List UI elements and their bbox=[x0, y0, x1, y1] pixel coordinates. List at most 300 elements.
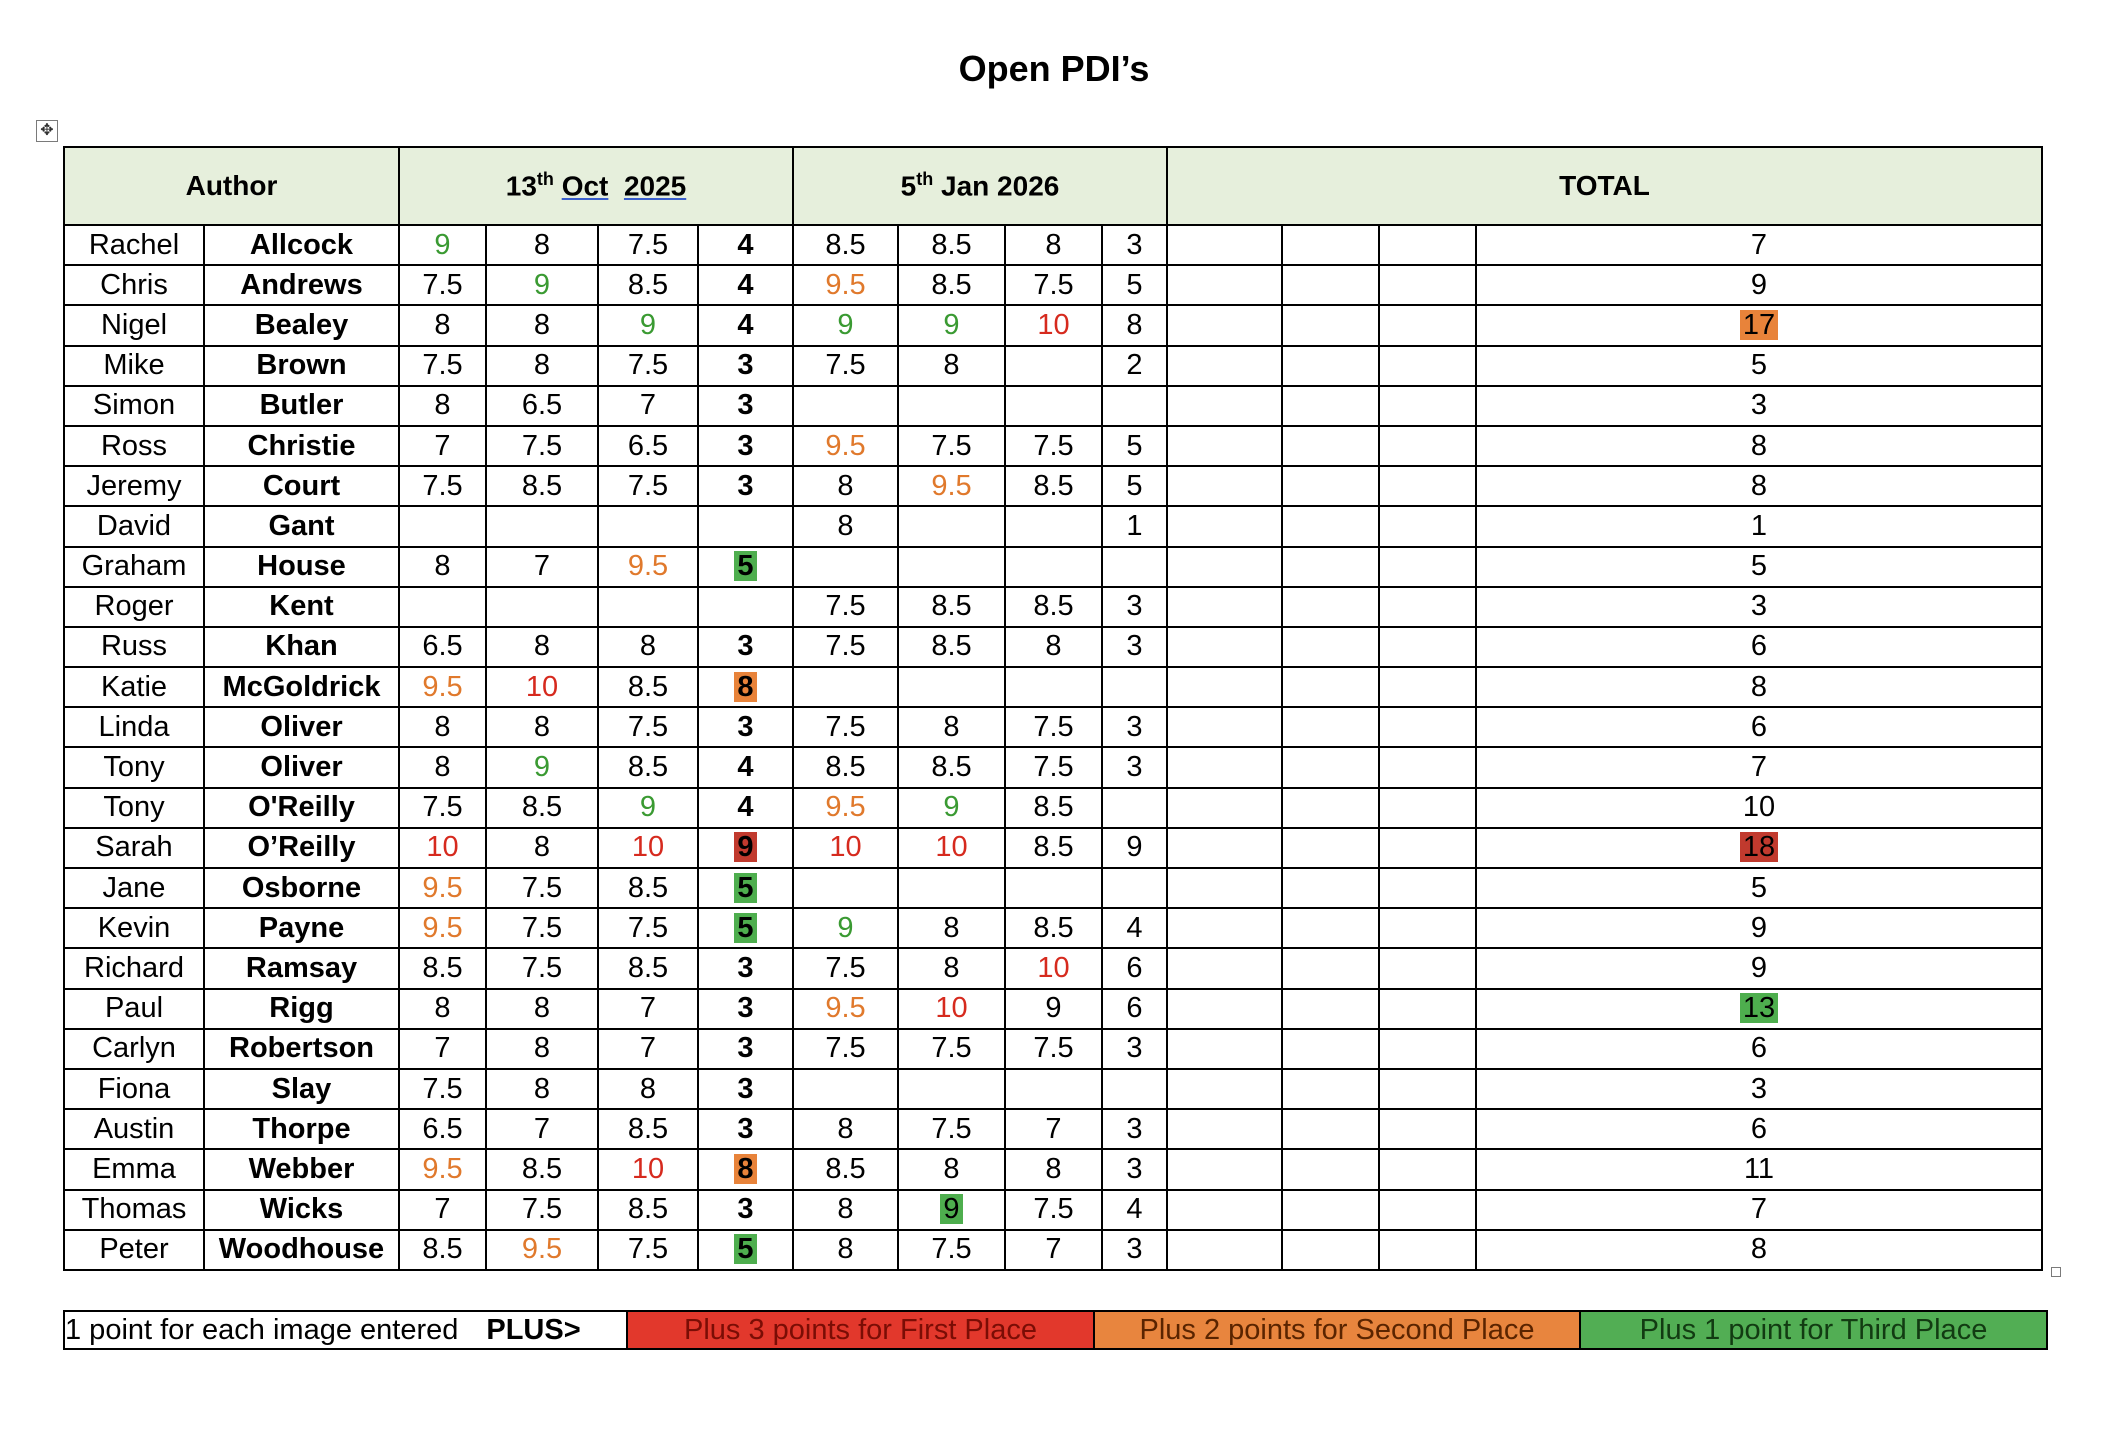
empty-cell bbox=[1379, 1029, 1476, 1069]
last-name-cell: Butler bbox=[204, 386, 399, 426]
oct-score-cell bbox=[598, 1149, 698, 1189]
oct-points-cell bbox=[698, 506, 793, 546]
oct-points-cell bbox=[698, 587, 793, 627]
cell-value: 9 bbox=[943, 791, 960, 824]
first-name-cell: Richard bbox=[64, 948, 204, 988]
total-header: TOTAL bbox=[1167, 147, 2042, 225]
first-name-cell: Tony bbox=[64, 788, 204, 828]
total-cell: 5 bbox=[1476, 547, 2042, 587]
oct-score-cell bbox=[486, 506, 598, 546]
table-row bbox=[64, 1190, 2042, 1230]
last-name-cell: Thorpe bbox=[204, 1109, 399, 1149]
empty-cell bbox=[1167, 1069, 1282, 1109]
jan-points-cell: 6 bbox=[1102, 948, 1167, 988]
oct-score-cell: 7.5 bbox=[598, 707, 698, 747]
jan-score-cell bbox=[793, 989, 898, 1029]
first-name-cell: Graham bbox=[64, 547, 204, 587]
empty-cell bbox=[1282, 667, 1379, 707]
oct-score-cell: 8 bbox=[399, 707, 486, 747]
jan-points-cell: 4 bbox=[1102, 1190, 1167, 1230]
last-name-cell: Khan bbox=[204, 627, 399, 667]
oct-score-cell: 7.5 bbox=[486, 426, 598, 466]
jan-score-cell bbox=[793, 788, 898, 828]
jan-score-cell: 8 bbox=[1005, 627, 1102, 667]
oct-score-cell: 8.5 bbox=[598, 1109, 698, 1149]
first-name-cell: Chris bbox=[64, 265, 204, 305]
empty-cell bbox=[1167, 506, 1282, 546]
oct-points-cell: 3 bbox=[698, 466, 793, 506]
table-row bbox=[64, 948, 2042, 988]
empty-cell bbox=[1379, 587, 1476, 627]
first-name-cell: Jane bbox=[64, 868, 204, 908]
jan-score-cell bbox=[898, 305, 1005, 345]
empty-cell bbox=[1282, 346, 1379, 386]
first-name-cell: Kevin bbox=[64, 908, 204, 948]
first-name-cell: Simon bbox=[64, 386, 204, 426]
empty-cell bbox=[1379, 506, 1476, 546]
last-name-cell: O'Reilly bbox=[204, 788, 399, 828]
first-name-cell: Nigel bbox=[64, 305, 204, 345]
last-name-cell: Oliver bbox=[204, 707, 399, 747]
total-cell: 9 bbox=[1476, 265, 2042, 305]
table-row bbox=[64, 506, 2042, 546]
empty-cell bbox=[1379, 547, 1476, 587]
empty-cell bbox=[1282, 1069, 1379, 1109]
table-row bbox=[64, 386, 2042, 426]
oct-score-cell: 8.5 bbox=[399, 1230, 486, 1270]
cell-value: 10 bbox=[1037, 951, 1070, 984]
jan-score-cell: 8 bbox=[793, 1109, 898, 1149]
oct-points-cell: 3 bbox=[698, 386, 793, 426]
jan-score-cell: 8.5 bbox=[898, 225, 1005, 265]
last-name-cell: O’Reilly bbox=[204, 828, 399, 868]
oct-score-cell bbox=[399, 587, 486, 627]
oct-score-cell: 7.5 bbox=[399, 265, 486, 305]
jan-2026-header: 5th Jan 2026 bbox=[793, 147, 1167, 225]
oct-score-cell: 8 bbox=[399, 547, 486, 587]
scores-table bbox=[63, 146, 2043, 1271]
table-row bbox=[64, 1149, 2042, 1189]
jan-points-cell: 9 bbox=[1102, 828, 1167, 868]
oct-points-cell: 4 bbox=[698, 305, 793, 345]
last-name-cell: Rigg bbox=[204, 989, 399, 1029]
legend-base-points: 1 point for each image entered PLUS> bbox=[64, 1311, 627, 1349]
jan-score-cell bbox=[898, 1190, 1005, 1230]
jan-score-cell bbox=[1005, 948, 1102, 988]
last-name-cell: Allcock bbox=[204, 225, 399, 265]
oct-score-cell: 8 bbox=[399, 747, 486, 787]
total-cell: 5 bbox=[1476, 868, 2042, 908]
jan-score-cell: 8.5 bbox=[898, 627, 1005, 667]
total-cell: 8 bbox=[1476, 426, 2042, 466]
oct-points-cell: 3 bbox=[698, 1190, 793, 1230]
empty-cell bbox=[1379, 868, 1476, 908]
oct-score-cell bbox=[399, 828, 486, 868]
empty-cell bbox=[1379, 1069, 1476, 1109]
cell-value: 8 bbox=[734, 1154, 756, 1184]
empty-cell bbox=[1167, 1109, 1282, 1149]
oct-score-cell: 7 bbox=[399, 426, 486, 466]
empty-cell bbox=[1379, 627, 1476, 667]
oct-points-cell: 3 bbox=[698, 426, 793, 466]
empty-cell bbox=[1379, 707, 1476, 747]
empty-cell bbox=[1379, 1149, 1476, 1189]
oct-score-cell: 7.5 bbox=[598, 466, 698, 506]
cell-value: 5 bbox=[734, 873, 756, 903]
first-name-cell: Paul bbox=[64, 989, 204, 1029]
first-name-cell: Thomas bbox=[64, 1190, 204, 1230]
jan-score-cell: 7.5 bbox=[793, 627, 898, 667]
oct-score-cell: 7 bbox=[486, 1109, 598, 1149]
oct-score-cell: 8.5 bbox=[486, 1149, 598, 1189]
jan-score-cell: 8.5 bbox=[1005, 908, 1102, 948]
first-name-cell: Mike bbox=[64, 346, 204, 386]
total-cell: 3 bbox=[1476, 587, 2042, 627]
oct-points-cell: 3 bbox=[698, 707, 793, 747]
oct-score-cell: 6.5 bbox=[399, 627, 486, 667]
total-cell: 9 bbox=[1476, 948, 2042, 988]
first-name-cell: Emma bbox=[64, 1149, 204, 1189]
oct-score-cell: 8.5 bbox=[399, 948, 486, 988]
cell-value: 9.5 bbox=[422, 911, 463, 944]
oct-score-cell: 8.5 bbox=[598, 747, 698, 787]
empty-cell bbox=[1282, 788, 1379, 828]
table-row bbox=[64, 868, 2042, 908]
empty-cell bbox=[1282, 225, 1379, 265]
empty-cell bbox=[1282, 908, 1379, 948]
total-cell bbox=[1476, 305, 2042, 345]
cell-value: 9 bbox=[837, 308, 854, 341]
table-row bbox=[64, 627, 2042, 667]
jan-score-cell: 8.5 bbox=[1005, 587, 1102, 627]
last-name-cell: Brown bbox=[204, 346, 399, 386]
table-row bbox=[64, 1230, 2042, 1270]
empty-cell bbox=[1282, 1029, 1379, 1069]
jan-score-cell: 9 bbox=[1005, 989, 1102, 1029]
jan-score-cell: 8 bbox=[898, 948, 1005, 988]
oct-score-cell: 7.5 bbox=[598, 225, 698, 265]
oct-score-cell: 8 bbox=[486, 1069, 598, 1109]
empty-cell bbox=[1282, 587, 1379, 627]
empty-cell bbox=[1167, 1149, 1282, 1189]
total-cell bbox=[1476, 828, 2042, 868]
jan-score-cell: 8 bbox=[898, 707, 1005, 747]
cell-value: 9 bbox=[639, 791, 657, 824]
jan-points-cell: 5 bbox=[1102, 265, 1167, 305]
jan-score-cell bbox=[898, 466, 1005, 506]
jan-score-cell: 8.5 bbox=[1005, 466, 1102, 506]
oct-score-cell: 8.5 bbox=[598, 868, 698, 908]
total-cell: 6 bbox=[1476, 1109, 2042, 1149]
oct-score-cell bbox=[486, 265, 598, 305]
oct-score-cell: 6.5 bbox=[486, 386, 598, 426]
jan-points-cell: 8 bbox=[1102, 305, 1167, 345]
empty-cell bbox=[1167, 265, 1282, 305]
legend-third-place: Plus 1 point for Third Place bbox=[1580, 1311, 2047, 1349]
oct-score-cell: 7.5 bbox=[598, 908, 698, 948]
jan-points-cell bbox=[1102, 1069, 1167, 1109]
jan-points-cell: 2 bbox=[1102, 346, 1167, 386]
oct-score-cell bbox=[399, 908, 486, 948]
jan-score-cell bbox=[1005, 547, 1102, 587]
empty-cell bbox=[1282, 466, 1379, 506]
empty-cell bbox=[1167, 828, 1282, 868]
cell-value: 9.5 bbox=[825, 791, 866, 824]
jan-score-cell bbox=[793, 426, 898, 466]
jan-score-cell: 7.5 bbox=[1005, 1190, 1102, 1230]
jan-score-cell bbox=[1005, 1069, 1102, 1109]
oct-score-cell: 7.5 bbox=[486, 868, 598, 908]
oct-score-cell: 7.5 bbox=[399, 788, 486, 828]
table-row bbox=[64, 587, 2042, 627]
empty-cell bbox=[1282, 305, 1379, 345]
empty-cell bbox=[1167, 225, 1282, 265]
jan-score-cell bbox=[793, 265, 898, 305]
points-legend bbox=[63, 1310, 2048, 1350]
empty-cell bbox=[1379, 386, 1476, 426]
table-row bbox=[64, 1109, 2042, 1149]
legend-row bbox=[64, 1311, 2047, 1349]
oct-score-cell: 8.5 bbox=[598, 948, 698, 988]
cell-value: 9 bbox=[639, 308, 657, 341]
oct-score-cell bbox=[598, 305, 698, 345]
jan-score-cell bbox=[793, 828, 898, 868]
last-name-cell: Kent bbox=[204, 587, 399, 627]
last-name-cell: Wicks bbox=[204, 1190, 399, 1230]
last-name-cell: Slay bbox=[204, 1069, 399, 1109]
empty-cell bbox=[1282, 506, 1379, 546]
jan-score-cell bbox=[898, 547, 1005, 587]
jan-score-cell bbox=[793, 386, 898, 426]
oct-points-cell bbox=[698, 667, 793, 707]
jan-score-cell bbox=[793, 868, 898, 908]
oct-points-cell: 4 bbox=[698, 788, 793, 828]
oct-score-cell: 8 bbox=[486, 707, 598, 747]
cell-value: 9 bbox=[837, 911, 854, 944]
jan-score-cell bbox=[1005, 667, 1102, 707]
oct-score-cell: 7 bbox=[399, 1190, 486, 1230]
oct-score-cell: 8 bbox=[598, 627, 698, 667]
jan-points-cell bbox=[1102, 868, 1167, 908]
jan-score-cell: 8 bbox=[793, 506, 898, 546]
table-row bbox=[64, 547, 2042, 587]
empty-cell bbox=[1167, 868, 1282, 908]
total-cell bbox=[1476, 989, 2042, 1029]
jan-score-cell bbox=[793, 547, 898, 587]
table-row bbox=[64, 225, 2042, 265]
oct-points-cell bbox=[698, 868, 793, 908]
last-name-cell: Osborne bbox=[204, 868, 399, 908]
jan-points-cell: 3 bbox=[1102, 627, 1167, 667]
cell-value: 5 bbox=[734, 1234, 756, 1264]
first-name-cell: Fiona bbox=[64, 1069, 204, 1109]
oct-score-cell: 8.5 bbox=[486, 466, 598, 506]
oct-score-cell bbox=[598, 506, 698, 546]
empty-cell bbox=[1282, 547, 1379, 587]
last-name-cell: Oliver bbox=[204, 747, 399, 787]
total-cell: 8 bbox=[1476, 667, 2042, 707]
oct-score-cell: 6.5 bbox=[598, 426, 698, 466]
table-row bbox=[64, 1069, 2042, 1109]
total-cell: 3 bbox=[1476, 1069, 2042, 1109]
total-cell: 11 bbox=[1476, 1149, 2042, 1189]
jan-score-cell: 8 bbox=[793, 1230, 898, 1270]
oct-score-cell: 7 bbox=[598, 989, 698, 1029]
empty-cell bbox=[1282, 828, 1379, 868]
jan-points-cell: 1 bbox=[1102, 506, 1167, 546]
total-cell: 9 bbox=[1476, 908, 2042, 948]
empty-cell bbox=[1167, 908, 1282, 948]
jan-points-cell: 3 bbox=[1102, 1149, 1167, 1189]
table-row bbox=[64, 265, 2042, 305]
empty-cell bbox=[1379, 908, 1476, 948]
table-row bbox=[64, 1029, 2042, 1069]
jan-score-cell bbox=[793, 1069, 898, 1109]
empty-cell bbox=[1282, 627, 1379, 667]
jan-score-cell: 8 bbox=[1005, 1149, 1102, 1189]
total-cell: 6 bbox=[1476, 707, 2042, 747]
oct-score-cell: 6.5 bbox=[399, 1109, 486, 1149]
first-name-cell: Sarah bbox=[64, 828, 204, 868]
jan-score-cell bbox=[898, 788, 1005, 828]
oct-points-cell: 3 bbox=[698, 346, 793, 386]
empty-cell bbox=[1379, 225, 1476, 265]
empty-cell bbox=[1379, 667, 1476, 707]
empty-cell bbox=[1379, 1109, 1476, 1149]
table-row bbox=[64, 426, 2042, 466]
jan-points-cell: 3 bbox=[1102, 1109, 1167, 1149]
jan-score-cell: 7.5 bbox=[793, 707, 898, 747]
jan-score-cell bbox=[1005, 868, 1102, 908]
empty-cell bbox=[1379, 346, 1476, 386]
empty-cell bbox=[1167, 426, 1282, 466]
oct-score-cell bbox=[486, 667, 598, 707]
table-row bbox=[64, 667, 2042, 707]
last-name-cell: Ramsay bbox=[204, 948, 399, 988]
jan-score-cell bbox=[898, 1069, 1005, 1109]
oct-score-cell: 7.5 bbox=[486, 1190, 598, 1230]
empty-cell bbox=[1282, 1109, 1379, 1149]
empty-cell bbox=[1167, 346, 1282, 386]
oct-score-cell: 8 bbox=[486, 989, 598, 1029]
oct-score-cell bbox=[598, 547, 698, 587]
total-cell: 5 bbox=[1476, 346, 2042, 386]
table-move-handle-icon[interactable]: ✥ bbox=[36, 120, 58, 142]
table-row bbox=[64, 908, 2042, 948]
jan-score-cell: 8.5 bbox=[793, 225, 898, 265]
oct-score-cell bbox=[486, 1230, 598, 1270]
oct-score-cell: 8.5 bbox=[598, 667, 698, 707]
empty-cell bbox=[1379, 305, 1476, 345]
oct-score-cell: 7 bbox=[399, 1029, 486, 1069]
empty-cell bbox=[1167, 386, 1282, 426]
cell-value: 10 bbox=[426, 831, 459, 864]
oct-points-cell: 4 bbox=[698, 747, 793, 787]
total-cell: 6 bbox=[1476, 1029, 2042, 1069]
jan-score-cell: 7.5 bbox=[793, 1029, 898, 1069]
oct-score-cell: 8 bbox=[598, 1069, 698, 1109]
oct-points-cell bbox=[698, 1149, 793, 1189]
table-row bbox=[64, 466, 2042, 506]
jan-score-cell: 8.5 bbox=[793, 1149, 898, 1189]
total-cell: 8 bbox=[1476, 466, 2042, 506]
first-name-cell: Ross bbox=[64, 426, 204, 466]
empty-cell bbox=[1167, 989, 1282, 1029]
jan-score-cell: 7.5 bbox=[898, 426, 1005, 466]
empty-cell bbox=[1167, 587, 1282, 627]
jan-score-cell: 8.5 bbox=[1005, 828, 1102, 868]
jan-score-cell: 7.5 bbox=[793, 948, 898, 988]
oct-points-cell: 3 bbox=[698, 1069, 793, 1109]
jan-score-cell: 8.5 bbox=[898, 265, 1005, 305]
empty-cell bbox=[1167, 627, 1282, 667]
last-name-cell: Court bbox=[204, 466, 399, 506]
jan-score-cell: 8.5 bbox=[1005, 788, 1102, 828]
empty-cell bbox=[1282, 948, 1379, 988]
first-name-cell: Linda bbox=[64, 707, 204, 747]
empty-cell bbox=[1282, 747, 1379, 787]
empty-cell bbox=[1379, 1190, 1476, 1230]
empty-cell bbox=[1282, 989, 1379, 1029]
oct-score-cell: 8 bbox=[486, 346, 598, 386]
oct-points-cell bbox=[698, 828, 793, 868]
cell-value: 9.5 bbox=[521, 1233, 563, 1266]
oct-points-cell: 3 bbox=[698, 1109, 793, 1149]
cell-value: 9 bbox=[533, 751, 551, 784]
jan-score-cell: 7.5 bbox=[898, 1230, 1005, 1270]
table-resize-handle-icon[interactable] bbox=[2051, 1267, 2061, 1277]
oct-score-cell: 7.5 bbox=[598, 1230, 698, 1270]
empty-cell bbox=[1167, 305, 1282, 345]
oct-score-cell: 8 bbox=[399, 989, 486, 1029]
jan-score-cell bbox=[1005, 305, 1102, 345]
jan-points-cell: 4 bbox=[1102, 908, 1167, 948]
oct-score-cell: 7.5 bbox=[399, 1069, 486, 1109]
table-row bbox=[64, 346, 2042, 386]
oct-score-cell bbox=[399, 667, 486, 707]
empty-cell bbox=[1167, 747, 1282, 787]
cell-value: 10 bbox=[631, 831, 665, 864]
oct-score-cell: 7.5 bbox=[486, 948, 598, 988]
cell-value: 9.5 bbox=[422, 1152, 463, 1185]
cell-value: 9 bbox=[533, 268, 551, 301]
empty-cell bbox=[1379, 828, 1476, 868]
oct-score-cell: 7.5 bbox=[399, 466, 486, 506]
empty-cell bbox=[1379, 948, 1476, 988]
empty-cell bbox=[1167, 1029, 1282, 1069]
first-name-cell: Jeremy bbox=[64, 466, 204, 506]
jan-score-cell: 7.5 bbox=[1005, 747, 1102, 787]
jan-score-cell: 7.5 bbox=[1005, 265, 1102, 305]
last-name-cell: House bbox=[204, 547, 399, 587]
jan-points-cell: 5 bbox=[1102, 426, 1167, 466]
empty-cell bbox=[1282, 386, 1379, 426]
jan-score-cell: 7.5 bbox=[793, 587, 898, 627]
empty-cell bbox=[1167, 667, 1282, 707]
table-row bbox=[64, 747, 2042, 787]
oct-score-cell bbox=[399, 506, 486, 546]
empty-cell bbox=[1282, 1190, 1379, 1230]
last-name-cell: Bealey bbox=[204, 305, 399, 345]
first-name-cell: Peter bbox=[64, 1230, 204, 1270]
author-header: Author bbox=[64, 147, 399, 225]
jan-score-cell: 8 bbox=[793, 466, 898, 506]
cell-value: 10 bbox=[631, 1152, 665, 1185]
oct-points-cell: 3 bbox=[698, 989, 793, 1029]
jan-score-cell: 8.5 bbox=[793, 747, 898, 787]
total-cell: 7 bbox=[1476, 225, 2042, 265]
legend-second-place: Plus 2 points for Second Place bbox=[1094, 1311, 1580, 1349]
